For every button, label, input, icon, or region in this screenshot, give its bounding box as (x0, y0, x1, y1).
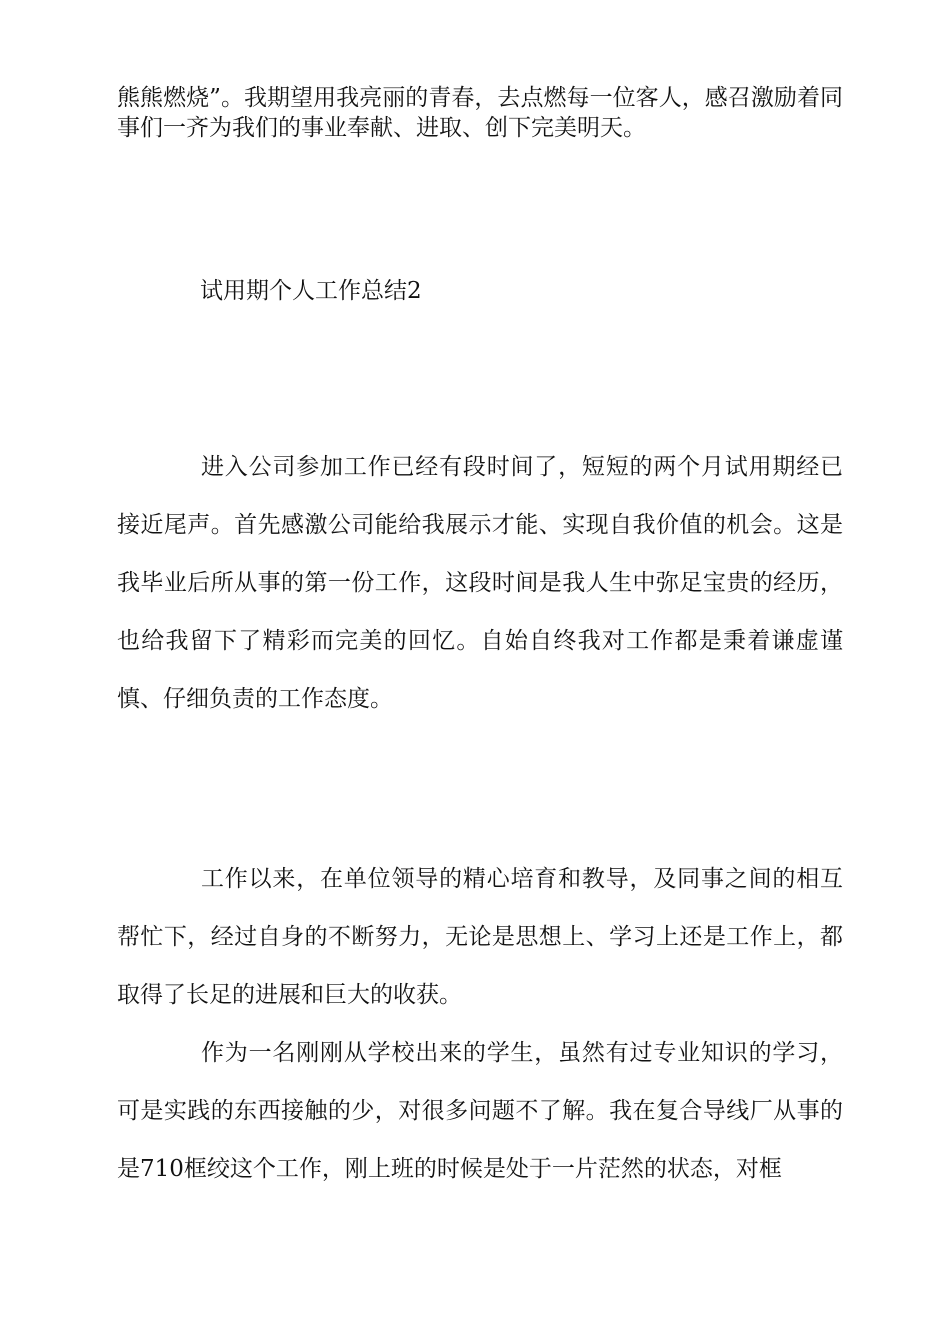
intro-paragraph: 熊熊燃烧”。我期望用我亮丽的青春，去点燃每一位客人，感召激励着同事们一齐为我们的事业奉献、进取、创下完美明天。 (117, 85, 843, 141)
paragraph-1: 进入公司参加工作已经有段时间了，短短的两个月试用期经已接近尾声。首先感激公司能给我展示才能、实现自我价值的机会。这是我毕业后所从事的第一份工作，这段时间是我人生中弥足宝贵的经历，也给我留下了精彩而完美的回忆。自始自终我对工作都是秉着谦虚谨慎、仔细负责的工作态度。 (117, 454, 843, 712)
paragraph-3: 作为一名刚刚从学校出来的学生，虽然有过专业知识的学习，可是实践的东西接触的少，对很多问题不了解。我在复合导线厂从事的是710框绞这个工作，刚上班的时候是处于一片茫然的状态，对框 (117, 1040, 843, 1182)
section-title: 试用期个人工作总结2 (200, 278, 422, 304)
paragraph-2: 工作以来，在单位领导的精心培育和教导，及同事之间的相互帮忙下，经过自身的不断努力，无论是思想上、学习上还是工作上，都取得了长足的进展和巨大的收获。 (117, 866, 843, 1008)
